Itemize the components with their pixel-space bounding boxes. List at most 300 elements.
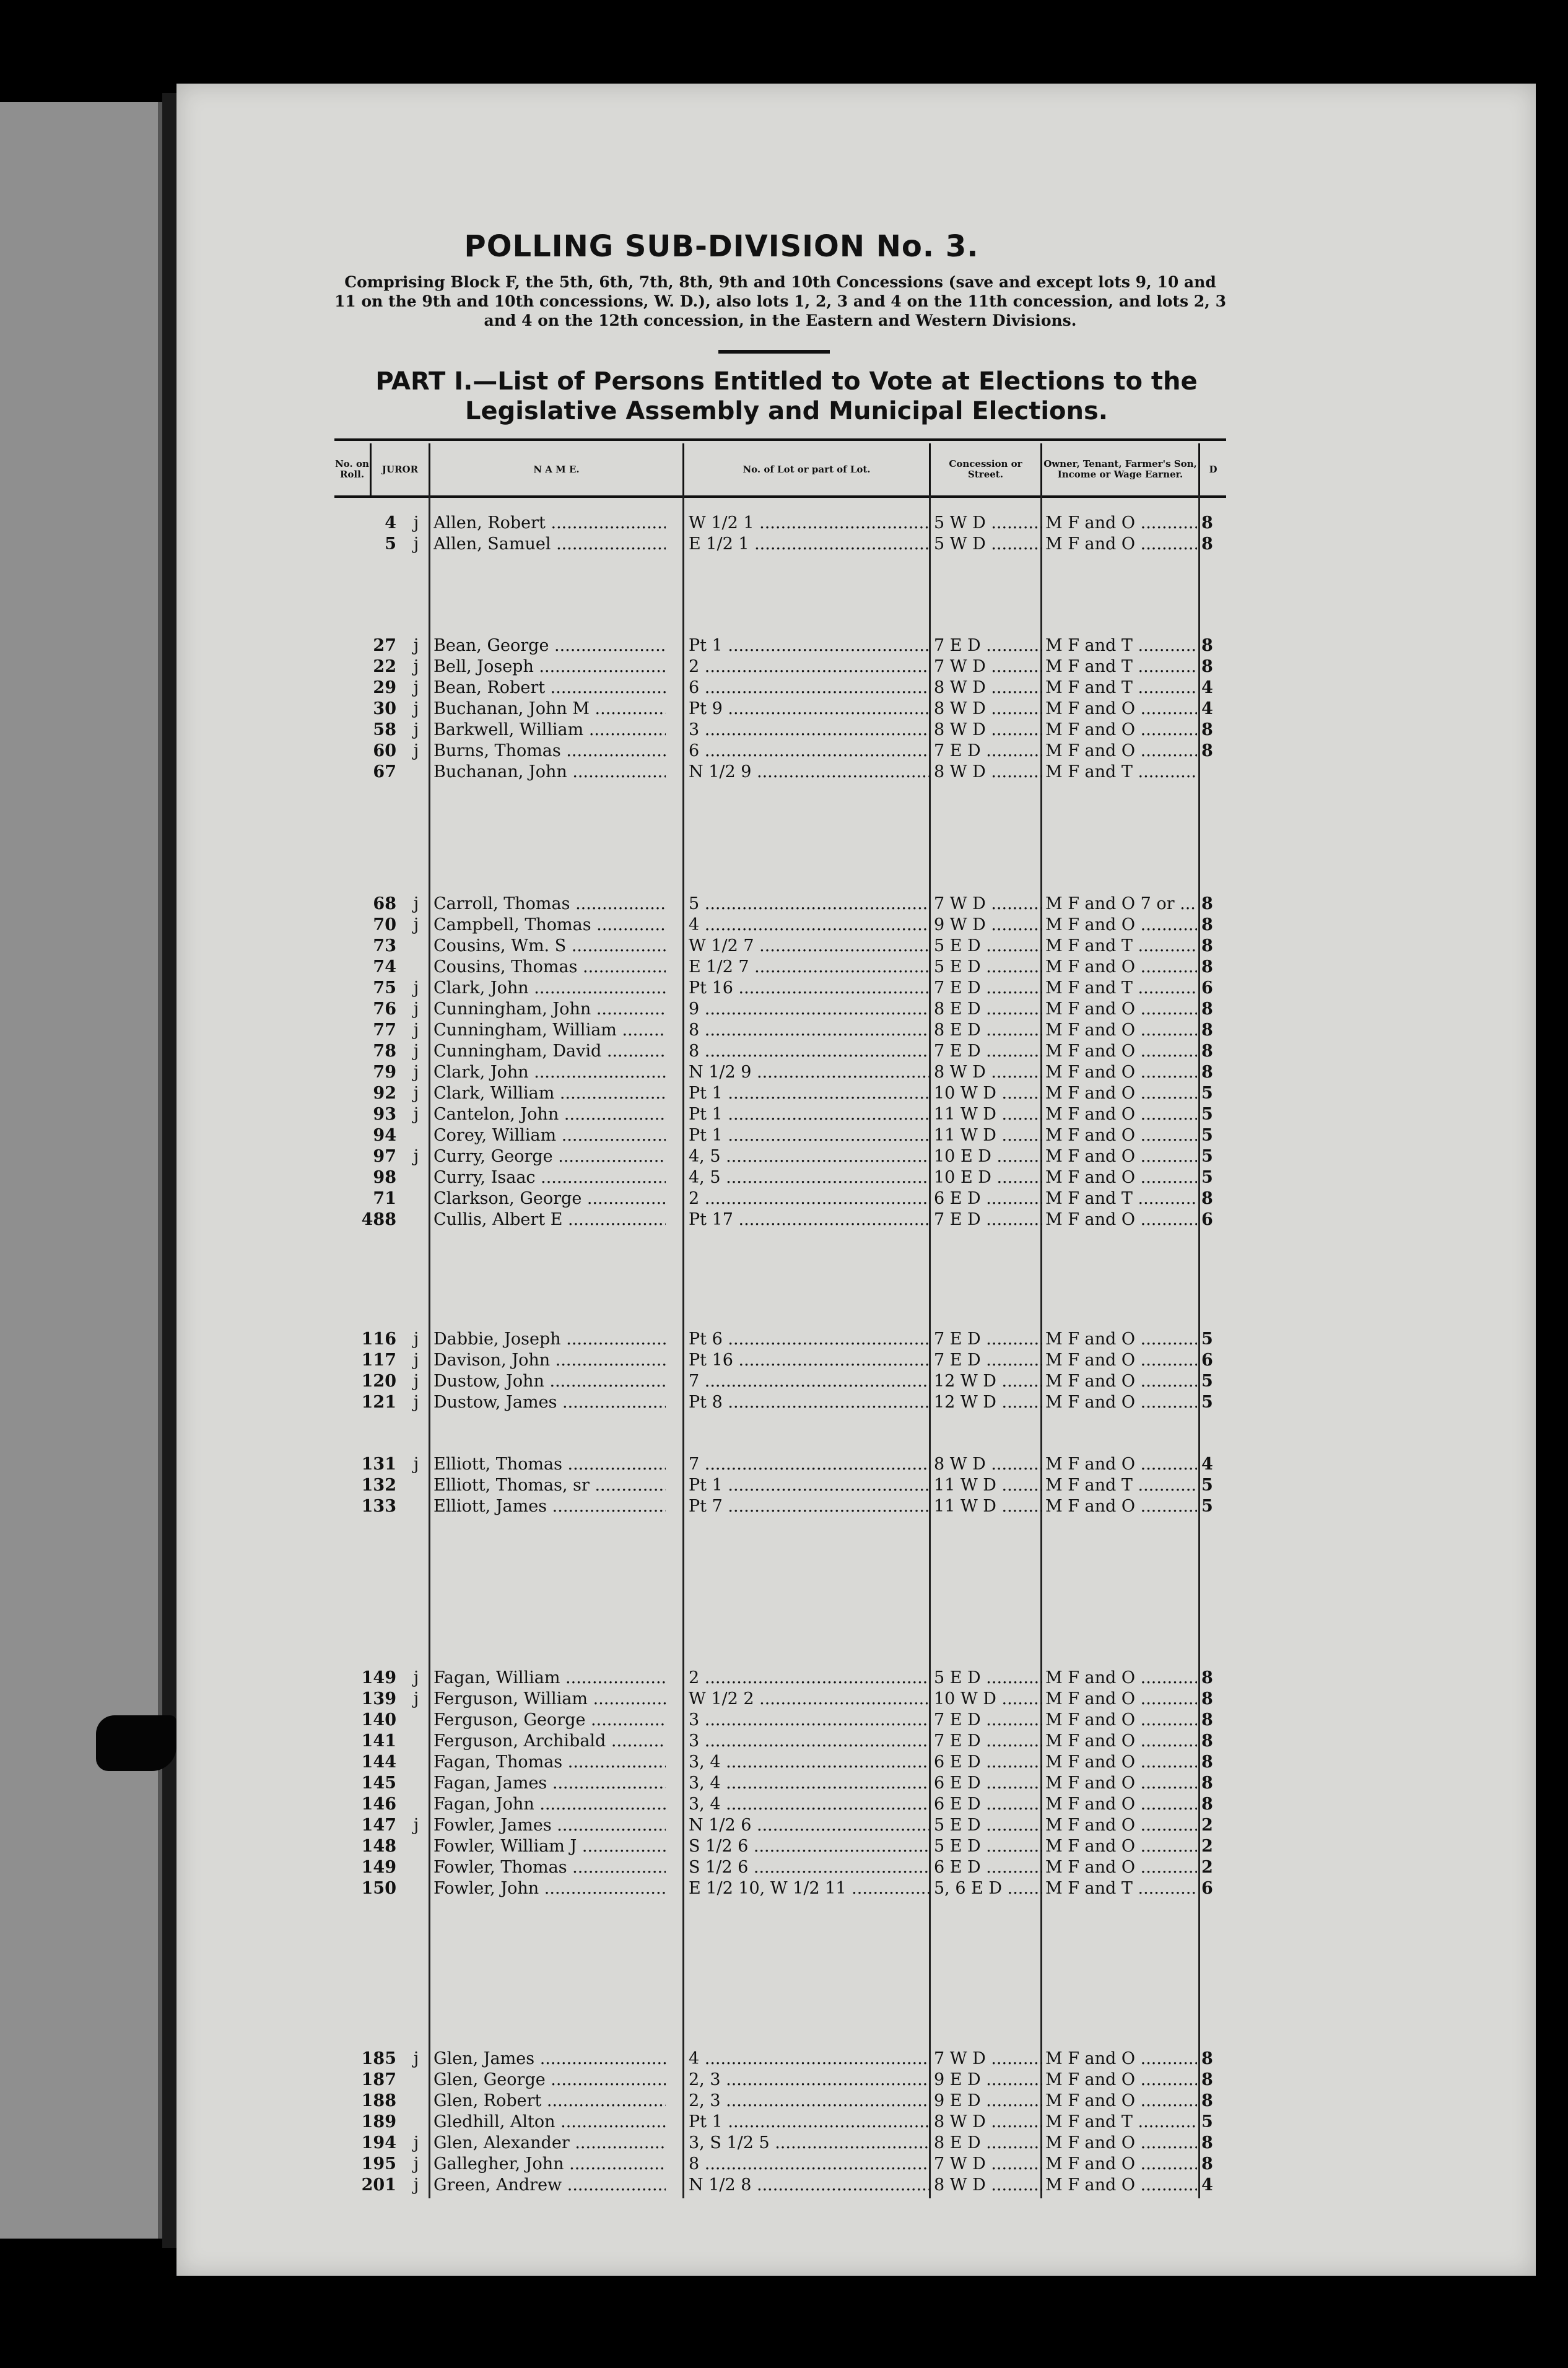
lot-number: Pt 1 ..... xyxy=(689,2112,930,2133)
roll-number: 141 xyxy=(361,1731,396,1751)
lot-number: 2, 3 ..... xyxy=(689,2070,930,2091)
division-number: 6 xyxy=(1201,1879,1213,1898)
qualification: M F and O ..... xyxy=(1045,2070,1197,2091)
lot-number: N 1/2 9 ..... xyxy=(689,1062,930,1083)
lot-number: N 1/2 9 ..... xyxy=(689,762,930,783)
juror-mark: j xyxy=(413,1063,419,1082)
concession: 6 E D ..... xyxy=(934,1794,1042,1815)
roll-number: 201 xyxy=(361,2175,396,2195)
concession: 7 E D ..... xyxy=(934,978,1042,999)
juror-mark: j xyxy=(413,1372,419,1391)
concession: 7 E D ..... xyxy=(934,1710,1042,1731)
roll-number: 75 xyxy=(373,978,396,998)
juror-mark: j xyxy=(413,699,419,718)
concession: 7 W D ..... xyxy=(934,894,1042,915)
lot-number: 4 ..... xyxy=(689,2048,930,2070)
table-row xyxy=(334,936,1226,957)
lot-number: Pt 1 ..... xyxy=(689,1125,930,1146)
concession: 8 W D ..... xyxy=(934,2112,1042,2133)
division-number: 8 xyxy=(1201,2049,1213,2068)
table-row xyxy=(334,1167,1226,1188)
qualification: M F and O ..... xyxy=(1045,1454,1197,1475)
division-number: 8 xyxy=(1201,1042,1213,1061)
concession: 6 E D ..... xyxy=(934,1773,1042,1794)
qualification: M F and O ..... xyxy=(1045,1496,1197,1517)
juror-mark: j xyxy=(413,2133,419,2153)
qualification: M F and O ..... xyxy=(1045,741,1197,762)
table-row xyxy=(334,2091,1226,2112)
table-row xyxy=(334,1454,1226,1475)
voter-name: Fowler, William J ..... xyxy=(433,1836,666,1857)
table-row xyxy=(334,1773,1226,1794)
concession: 8 E D ..... xyxy=(934,1020,1042,1041)
lot-number: 6 ..... xyxy=(689,741,930,762)
juror-mark: j xyxy=(413,720,419,739)
division-number: 8 xyxy=(1201,2133,1213,2153)
table-row xyxy=(334,1857,1226,1878)
roll-number: 68 xyxy=(373,894,396,913)
qualification: M F and O ..... xyxy=(1045,2048,1197,2070)
lot-number: 3 ..... xyxy=(689,1710,930,1731)
qualification: M F and O ..... xyxy=(1045,720,1197,741)
lot-number: Pt 8 ..... xyxy=(689,1392,930,1413)
roll-number: 488 xyxy=(361,1210,396,1229)
juror-mark: j xyxy=(413,741,419,760)
qualification: M F and O ..... xyxy=(1045,1668,1197,1689)
juror-mark: j xyxy=(413,1042,419,1061)
juror-mark: j xyxy=(413,657,419,676)
lot-number: 2 ..... xyxy=(689,1188,930,1209)
col-no: No. on Roll. xyxy=(334,443,372,495)
division-number: 8 xyxy=(1201,1731,1213,1751)
table-row xyxy=(334,1794,1226,1815)
lot-number: 4, 5 ..... xyxy=(689,1167,930,1188)
voter-name: Cunningham, John ..... xyxy=(433,999,666,1020)
juror-mark: j xyxy=(413,1147,419,1166)
lot-number: E 1/2 1 ..... xyxy=(689,534,930,555)
qualification: M F and T ..... xyxy=(1045,677,1197,699)
table-row xyxy=(334,699,1226,720)
table-row xyxy=(334,1125,1226,1146)
lot-number: 7 ..... xyxy=(689,1454,930,1475)
table-row xyxy=(334,915,1226,936)
voter-name: Green, Andrew ..... xyxy=(433,2175,666,2196)
voter-name: Fowler, Thomas ..... xyxy=(433,1857,666,1878)
qualification: M F and O ..... xyxy=(1045,957,1197,978)
voter-name: Bean, George ..... xyxy=(433,635,666,656)
voter-name: Dustow, James ..... xyxy=(433,1392,666,1413)
table-row xyxy=(334,1329,1226,1350)
division-number: 5 xyxy=(1201,1330,1213,1349)
qualification: M F and O ..... xyxy=(1045,915,1197,936)
voter-name: Fagan, Thomas ..... xyxy=(433,1752,666,1773)
juror-mark: j xyxy=(413,2175,419,2195)
roll-number: 139 xyxy=(361,1689,396,1709)
lot-number: Pt 6 ..... xyxy=(689,1329,930,1350)
roll-number: 121 xyxy=(361,1393,396,1412)
division-number: 8 xyxy=(1201,1774,1213,1793)
lot-number: E 1/2 7 ..... xyxy=(689,957,930,978)
table-row xyxy=(334,978,1226,999)
qualification: M F and O ..... xyxy=(1045,1710,1197,1731)
juror-mark: j xyxy=(413,999,419,1019)
juror-mark: j xyxy=(413,678,419,697)
voter-name: Gallegher, John ..... xyxy=(433,2154,666,2175)
roll-number: 140 xyxy=(361,1710,396,1730)
table-row xyxy=(334,894,1226,915)
division-number: 5 xyxy=(1201,1126,1213,1145)
voter-name: Elliott, Thomas ..... xyxy=(433,1454,666,1475)
qualification: M F and O ..... xyxy=(1045,1731,1197,1752)
lot-number: E 1/2 10, W 1/2 11 ..... xyxy=(689,1878,930,1899)
qualification: M F and O ..... xyxy=(1045,1350,1197,1371)
division-number: 8 xyxy=(1201,999,1213,1019)
division-number: 8 xyxy=(1201,657,1213,676)
concession: 8 W D ..... xyxy=(934,762,1042,783)
qualification: M F and O ..... xyxy=(1045,513,1197,534)
concession: 8 E D ..... xyxy=(934,999,1042,1020)
division-number: 8 xyxy=(1201,2091,1213,2110)
concession: 5 W D ..... xyxy=(934,534,1042,555)
roll-number: 94 xyxy=(373,1126,396,1145)
roll-number: 185 xyxy=(361,2049,396,2068)
lot-number: 5 ..... xyxy=(689,894,930,915)
lot-number: N 1/2 6 ..... xyxy=(689,1815,930,1836)
division-number: 2 xyxy=(1201,1858,1213,1877)
roll-number: 58 xyxy=(373,720,396,739)
division-number: 8 xyxy=(1201,1189,1213,1208)
qualification: M F and O ..... xyxy=(1045,2091,1197,2112)
lot-number: W 1/2 2 ..... xyxy=(689,1689,930,1710)
lot-number: 8 ..... xyxy=(689,1041,930,1062)
qualification: M F and O 7 or ..... xyxy=(1045,894,1197,915)
col-lot: No. of Lot or part of Lot. xyxy=(684,443,931,495)
qualification: M F and O ..... xyxy=(1045,534,1197,555)
qualification: M F and O ..... xyxy=(1045,1083,1197,1104)
qualification: M F and T ..... xyxy=(1045,1878,1197,1899)
division-number: 6 xyxy=(1201,978,1213,998)
lot-number: 2 ..... xyxy=(689,656,930,677)
juror-mark: j xyxy=(413,915,419,934)
division-number: 5 xyxy=(1201,1084,1213,1103)
col-div: D xyxy=(1209,463,1217,475)
concession: 7 E D ..... xyxy=(934,635,1042,656)
juror-mark: j xyxy=(413,1816,419,1835)
table-row xyxy=(334,1475,1226,1496)
roll-number: 133 xyxy=(361,1497,396,1516)
qualification: M F and T ..... xyxy=(1045,635,1197,656)
voter-name: Cunningham, William ..... xyxy=(433,1020,666,1041)
adjacent-page xyxy=(0,102,163,2239)
qualification: M F and O ..... xyxy=(1045,1041,1197,1062)
concession: 7 W D ..... xyxy=(934,2154,1042,2175)
division-number: 8 xyxy=(1201,1668,1213,1687)
roll-number: 117 xyxy=(361,1351,396,1370)
voter-name: Fagan, William ..... xyxy=(433,1668,666,1689)
table-row xyxy=(334,2048,1226,2070)
division-number: 8 xyxy=(1201,2070,1213,2089)
division-number: 5 xyxy=(1201,1393,1213,1412)
qualification: M F and O ..... xyxy=(1045,2154,1197,2175)
roll-number: 149 xyxy=(361,1668,396,1687)
roll-number: 77 xyxy=(373,1021,396,1040)
qualification: M F and O ..... xyxy=(1045,1836,1197,1857)
voter-name: Bell, Joseph ..... xyxy=(433,656,666,677)
table-row xyxy=(334,957,1226,978)
voter-name: Fowler, James ..... xyxy=(433,1815,666,1836)
division-number: 4 xyxy=(1201,699,1213,718)
roll-number: 4 xyxy=(385,513,396,533)
concession: 5 E D ..... xyxy=(934,1668,1042,1689)
page-title: POLLING SUB-DIVISION No. 3. xyxy=(464,229,979,264)
lot-number: 7 ..... xyxy=(689,1371,930,1392)
table-row xyxy=(334,1731,1226,1752)
roll-number: 195 xyxy=(361,2154,396,2174)
table-row xyxy=(334,1041,1226,1062)
qualification: M F and O ..... xyxy=(1045,1689,1197,1710)
qualification: M F and O ..... xyxy=(1045,1371,1197,1392)
lot-number: Pt 17 ..... xyxy=(689,1209,930,1230)
concession: 9 E D ..... xyxy=(934,2070,1042,2091)
voter-name: Gledhill, Alton ..... xyxy=(433,2112,666,2133)
col-owner: Owner, Tenant, Farmer's Son, Income or Wage Earner. xyxy=(1042,443,1200,495)
division-number: 4 xyxy=(1201,678,1213,697)
voter-name: Clark, John ..... xyxy=(433,978,666,999)
roll-number: 29 xyxy=(373,678,396,697)
roll-number: 27 xyxy=(373,636,396,655)
lot-number: Pt 7 ..... xyxy=(689,1496,930,1517)
table-row xyxy=(334,513,1226,534)
concession: 8 W D ..... xyxy=(934,1454,1042,1475)
roll-number: 71 xyxy=(373,1189,396,1208)
voter-name: Glen, Robert ..... xyxy=(433,2091,666,2112)
qualification: M F and O ..... xyxy=(1045,1167,1197,1188)
table-row xyxy=(334,635,1226,656)
voter-name: Clarkson, George ..... xyxy=(433,1188,666,1209)
voter-name: Buchanan, John M ..... xyxy=(433,699,666,720)
division-number: 5 xyxy=(1201,1497,1213,1516)
concession: 5, 6 E D ..... xyxy=(934,1878,1042,1899)
qualification: M F and O ..... xyxy=(1045,1794,1197,1815)
qualification: M F and T ..... xyxy=(1045,656,1197,677)
part-title: PART I.—List of Persons Entitled to Vote at Elections to the Legislative Assembly and Municipal Elections. xyxy=(375,367,1198,425)
division-number: 8 xyxy=(1201,1710,1213,1730)
juror-mark: j xyxy=(413,978,419,998)
voter-name: Buchanan, John ..... xyxy=(433,762,666,783)
juror-mark: j xyxy=(413,1689,419,1709)
division-number: 8 xyxy=(1201,1752,1213,1772)
table-header xyxy=(334,438,1226,498)
roll-number: 67 xyxy=(373,762,396,781)
division-number: 2 xyxy=(1201,1816,1213,1835)
col-name: N A M E. xyxy=(430,443,684,495)
lot-number: 9 ..... xyxy=(689,999,930,1020)
juror-mark: j xyxy=(413,1084,419,1103)
roll-number: 131 xyxy=(361,1455,396,1474)
division-number: 8 xyxy=(1201,636,1213,655)
division-number: 8 xyxy=(1201,1795,1213,1814)
voter-name: Cantelon, John ..... xyxy=(433,1104,666,1125)
division-number: 8 xyxy=(1201,1689,1213,1709)
roll-number: 98 xyxy=(373,1168,396,1187)
table-row xyxy=(334,1104,1226,1125)
division-number: 8 xyxy=(1201,513,1213,533)
voter-name: Cunningham, David ..... xyxy=(433,1041,666,1062)
voter-name: Davison, John ..... xyxy=(433,1350,666,1371)
juror-mark: j xyxy=(413,1105,419,1124)
concession: 5 E D ..... xyxy=(934,1815,1042,1836)
qualification: M F and O ..... xyxy=(1045,1104,1197,1125)
lot-number: S 1/2 6 ..... xyxy=(689,1857,930,1878)
concession: 12 W D ..... xyxy=(934,1392,1042,1413)
roll-number: 116 xyxy=(361,1330,396,1349)
concession: 8 W D ..... xyxy=(934,699,1042,720)
juror-mark: j xyxy=(413,1351,419,1370)
table-row xyxy=(334,2175,1226,2196)
voter-name: Corey, William ..... xyxy=(433,1125,666,1146)
division-number: 5 xyxy=(1201,1476,1213,1495)
roll-number: 5 xyxy=(385,534,396,554)
lot-number: 8 ..... xyxy=(689,1020,930,1041)
division-number: 8 xyxy=(1201,2154,1213,2174)
qualification: M F and T ..... xyxy=(1045,1188,1197,1209)
voter-name: Allen, Samuel ..... xyxy=(433,534,666,555)
roll-number: 189 xyxy=(361,2112,396,2131)
qualification: M F and O ..... xyxy=(1045,1329,1197,1350)
division-number: 5 xyxy=(1201,1147,1213,1166)
concession: 7 E D ..... xyxy=(934,1041,1042,1062)
qualification: M F and O ..... xyxy=(1045,1815,1197,1836)
roll-number: 97 xyxy=(373,1147,396,1166)
concession: 7 W D ..... xyxy=(934,2048,1042,2070)
juror-mark: j xyxy=(413,894,419,913)
juror-mark: j xyxy=(413,1021,419,1040)
table-row xyxy=(334,534,1226,555)
voter-name: Clark, William ..... xyxy=(433,1083,666,1104)
table-row xyxy=(334,1815,1226,1836)
roll-number: 188 xyxy=(361,2091,396,2110)
concession: 9 E D ..... xyxy=(934,2091,1042,2112)
voter-name: Glen, James ..... xyxy=(433,2048,666,2070)
division-number: 6 xyxy=(1201,1351,1213,1370)
division-number: 8 xyxy=(1201,915,1213,934)
lot-number: S 1/2 6 ..... xyxy=(689,1836,930,1857)
lot-number: Pt 1 ..... xyxy=(689,1104,930,1125)
division-number: 8 xyxy=(1201,741,1213,760)
concession: 8 W D ..... xyxy=(934,1062,1042,1083)
concession: 6 E D ..... xyxy=(934,1752,1042,1773)
concession: 9 W D ..... xyxy=(934,915,1042,936)
division-number: 8 xyxy=(1201,1063,1213,1082)
voter-name: Bean, Robert ..... xyxy=(433,677,666,699)
roll-number: 148 xyxy=(361,1837,396,1856)
voter-name: Ferguson, Archibald ..... xyxy=(433,1731,666,1752)
concession: 7 E D ..... xyxy=(934,1329,1042,1350)
table-row xyxy=(334,1020,1226,1041)
juror-mark: j xyxy=(413,534,419,554)
voter-name: Burns, Thomas ..... xyxy=(433,741,666,762)
qualification: M F and T ..... xyxy=(1045,762,1197,783)
division-number: 5 xyxy=(1201,1168,1213,1187)
lot-number: 3, S 1/2 5 ..... xyxy=(689,2133,930,2154)
voter-name: Allen, Robert ..... xyxy=(433,513,666,534)
title-rule xyxy=(718,350,830,354)
division-number: 8 xyxy=(1201,720,1213,739)
juror-mark: j xyxy=(413,1455,419,1474)
lot-number: 3 ..... xyxy=(689,1731,930,1752)
lot-number: Pt 16 ..... xyxy=(689,1350,930,1371)
voter-name: Ferguson, George ..... xyxy=(433,1710,666,1731)
juror-mark: j xyxy=(413,1668,419,1687)
voter-name: Fagan, John ..... xyxy=(433,1794,666,1815)
voter-name: Fagan, James ..... xyxy=(433,1773,666,1794)
lot-number: W 1/2 7 ..... xyxy=(689,936,930,957)
roll-number: 132 xyxy=(361,1476,396,1495)
division-number: 5 xyxy=(1201,1372,1213,1391)
qualification: M F and O ..... xyxy=(1045,999,1197,1020)
lot-number: 4, 5 ..... xyxy=(689,1146,930,1167)
roll-number: 93 xyxy=(373,1105,396,1124)
table-row xyxy=(334,1878,1226,1899)
concession: 7 E D ..... xyxy=(934,1731,1042,1752)
table-row xyxy=(334,741,1226,762)
concession: 5 W D ..... xyxy=(934,513,1042,534)
page-description: Comprising Block F, the 5th, 6th, 7th, 8th, 9th and 10th Concessions (save and except lots 9, 10 and 11 on the 9th and 10th concessions, W. D.), also lots 1, 2, 3 and 4 on the 11th concession, and lots 2, 3 and 4 on the 12th concession, in the Eastern and Western Divisions. xyxy=(334,273,1226,329)
table-row xyxy=(334,1392,1226,1413)
concession: 11 W D ..... xyxy=(934,1496,1042,1517)
qualification: M F and O ..... xyxy=(1045,1146,1197,1167)
table-row xyxy=(334,1710,1226,1731)
voter-name: Carroll, Thomas ..... xyxy=(433,894,666,915)
roll-number: 74 xyxy=(373,957,396,977)
table-row xyxy=(334,720,1226,741)
qualification: M F and O ..... xyxy=(1045,1125,1197,1146)
voter-name: Curry, Isaac ..... xyxy=(433,1167,666,1188)
lot-number: 4 ..... xyxy=(689,915,930,936)
roll-number: 30 xyxy=(373,699,396,718)
lot-number: 2 ..... xyxy=(689,1668,930,1689)
table-row xyxy=(334,1752,1226,1773)
qualification: M F and T ..... xyxy=(1045,978,1197,999)
roll-number: 70 xyxy=(373,915,396,934)
voter-name: Clark, John ..... xyxy=(433,1062,666,1083)
division-number: 8 xyxy=(1201,936,1213,955)
division-number: 5 xyxy=(1201,1105,1213,1124)
table-row xyxy=(334,1371,1226,1392)
concession: 6 E D ..... xyxy=(934,1857,1042,1878)
roll-number: 76 xyxy=(373,999,396,1019)
table-row xyxy=(334,1668,1226,1689)
concession: 7 W D ..... xyxy=(934,656,1042,677)
table-row xyxy=(334,2070,1226,2091)
voter-name: Glen, Alexander ..... xyxy=(433,2133,666,2154)
juror-mark: j xyxy=(413,2154,419,2174)
voter-name: Curry, George ..... xyxy=(433,1146,666,1167)
table-row xyxy=(334,656,1226,677)
lot-number: 3, 4 ..... xyxy=(689,1773,930,1794)
juror-mark: j xyxy=(413,1330,419,1349)
voter-name: Cullis, Albert E ..... xyxy=(433,1209,666,1230)
qualification: M F and T ..... xyxy=(1045,1475,1197,1496)
concession: 10 E D ..... xyxy=(934,1146,1042,1167)
voter-name: Dabbie, Joseph ..... xyxy=(433,1329,666,1350)
concession: 8 W D ..... xyxy=(934,720,1042,741)
qualification: M F and O ..... xyxy=(1045,2133,1197,2154)
lot-number: Pt 16 ..... xyxy=(689,978,930,999)
qualification: M F and O ..... xyxy=(1045,1392,1197,1413)
roll-number: 79 xyxy=(373,1063,396,1082)
col-juror: JUROR xyxy=(372,443,430,495)
